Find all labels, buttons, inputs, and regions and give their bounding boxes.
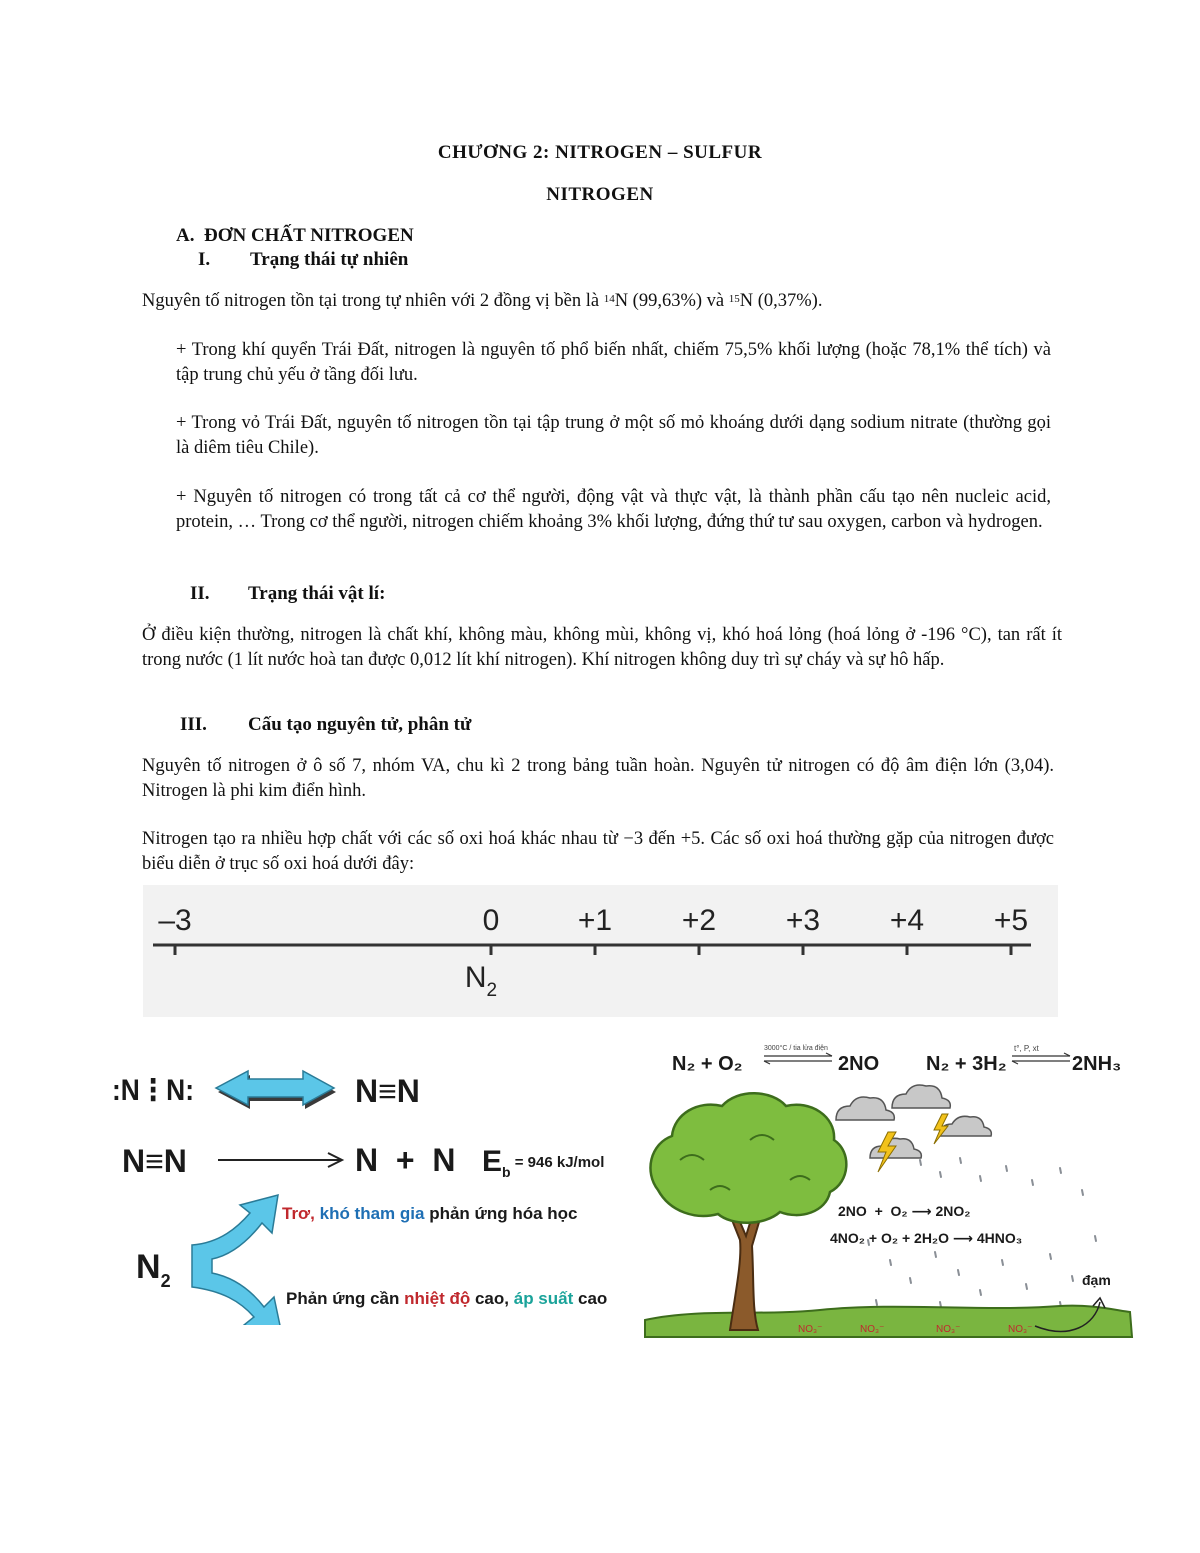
axis-tick-label: –3 — [158, 904, 192, 937]
eq1-left: N₂ + O₂ — [672, 1053, 743, 1075]
section-a-title: ĐƠN CHẤT NITROGEN — [203, 225, 414, 246]
axis-tick-label: +1 — [577, 904, 613, 937]
eq2-right: 2NH₃ — [1072, 1053, 1122, 1075]
eq1-condition: 3000°C / tia lửa điện — [764, 1045, 828, 1052]
branch-1-text: Trơ, khó tham gia phản ứng hóa học — [282, 1204, 578, 1223]
axis-tick-label: +2 — [681, 904, 717, 937]
sec2-title: Trạng thái vật lí: — [248, 583, 386, 604]
lewis-structure: :N⋮N: — [112, 1074, 194, 1107]
intro-text: Nguyên tố nitrogen tồn tại trong tự nhiên với 2 đồng vị bền là — [142, 291, 604, 311]
oxidation-axis — [143, 885, 1058, 1017]
section-a-letter: A. — [176, 225, 195, 246]
rain-eq-1: 2NO + O₂ ⟶ 2NO₂ — [838, 1203, 971, 1219]
isotope-15-text: N (0,37%). — [739, 291, 823, 311]
nitrate-label: NO₃⁻ — [798, 1324, 823, 1335]
axis-species-n2: $N_2$ — [464, 961, 498, 1001]
branch-arrows — [192, 1195, 282, 1325]
branch-2-text: Phản ứng cần nhiệt độ cao, áp suất cao — [286, 1289, 608, 1308]
sec3-paragraph-2: Nitrogen tạo ra nhiều hợp chất với các số oxi hoá khác nhau từ −3 đến +5. Các số oxi hoá thường gặp của nitrogen được biểu diễn ở trục số oxi hoá dưới đây: — [142, 829, 1054, 874]
axis-tick-label: +3 — [785, 904, 821, 937]
sec2-num: II. — [190, 583, 210, 604]
nitrogen-cycle-figure — [640, 1040, 1135, 1340]
eq2-condition: t°, P, xt — [1014, 1044, 1039, 1053]
sec3-num: III. — [180, 714, 207, 735]
bond-energy: $E_b$ $^{= 946 kJ/mol}$ — [482, 1145, 605, 1180]
n2-label: $N_2$ — [136, 1248, 171, 1291]
sec2-paragraph: Ở điều kiện thường, nitrogen là chất khí, không màu, không mùi, không vị, khó hoá lỏng (hoá lỏng ở -196 °C), tan rất ít trong nước (1 lít nước hoà tan được 0,012 lít khí nitrogen). Khí nitrogen không duy trì sự cháy và sự hô hấp. — [142, 625, 1062, 670]
sec3-heading — [180, 714, 700, 738]
dam-label: đạm — [1082, 1272, 1111, 1288]
axis-tick-label: 0 — [482, 904, 500, 937]
sec3-paragraph-1: Nguyên tố nitrogen ở ô số 7, nhóm VA, chu kì 2 trong bảng tuần hoàn. Nguyên tử nitrogen có độ âm điện lớn (3,04). Nitrogen là phi kim điển hình. — [142, 756, 1054, 801]
sec1-title: Trạng thái tự nhiên — [250, 249, 409, 270]
ground — [645, 1306, 1132, 1337]
section-a-heading — [176, 225, 414, 247]
n2-structure-figure — [100, 1045, 620, 1325]
isotope-14-mass: 14 — [603, 293, 615, 305]
isotope-14-text: N (99,63%) và — [614, 291, 729, 311]
topic-title: NITROGEN — [546, 184, 654, 205]
sec3-title: Cấu tạo nguyên tử, phân tử — [248, 714, 472, 735]
tree — [650, 1093, 846, 1330]
sec1-bullet-3: + Nguyên tố nitrogen có trong tất cả cơ thể người, động vật và thực vật, là thành phần cấu tạo nên nucleic acid, protein, … Trong cơ thể người, nitrogen chiếm khoảng 3% khối lượng, đứng thứ tư sau oxygen, carbon và hydrogen. — [176, 487, 1051, 532]
sec1-bullet-2: + Trong vỏ Trái Đất, nguyên tố nitrogen tồn tại tập trung ở một số mỏ khoáng dưới dạng sodium nitrate (thường gọi là diêm tiêu Chile). — [176, 413, 1051, 458]
resonance-arrow — [216, 1071, 336, 1109]
eq1-right: 2NO — [838, 1053, 880, 1075]
sec1-heading — [198, 249, 698, 273]
sec1-bullet-1: + Trong khí quyển Trái Đất, nitrogen là nguyên tố phổ biến nhất, chiếm 75,5% khối lượng (hoặc 78,1% thể tích) và tập trung chủ yếu ở tầng đối lưu. — [176, 340, 1051, 385]
nitrate-label: NO₃⁻ — [936, 1324, 961, 1335]
axis-tick-label: +4 — [889, 904, 925, 937]
nitrate-label: NO₃⁻ — [1008, 1324, 1033, 1335]
rain-eq-2: 4NO₂ + O₂ + 2H₂O ⟶ 4HNO₃ — [830, 1230, 1023, 1246]
triple-bond-formula: N≡N — [355, 1073, 420, 1109]
dissociation-products: N + N — [355, 1142, 456, 1178]
eq2-left: N₂ + 3H₂ — [926, 1053, 1007, 1075]
nitrate-label: NO₃⁻ — [860, 1324, 885, 1335]
axis-tick-label: +5 — [993, 904, 1029, 937]
triple-bond-formula-2: N≡N — [122, 1143, 187, 1179]
sec1-intro — [142, 289, 1062, 314]
sec2-heading — [190, 583, 690, 607]
cloud-icons — [836, 1085, 991, 1158]
chapter-title: CHƯƠNG 2: NITROGEN – SULFUR — [437, 142, 763, 163]
isotope-15-mass: 15 — [728, 293, 740, 305]
sec1-num: I. — [198, 249, 211, 270]
lightning-icons — [878, 1114, 948, 1172]
